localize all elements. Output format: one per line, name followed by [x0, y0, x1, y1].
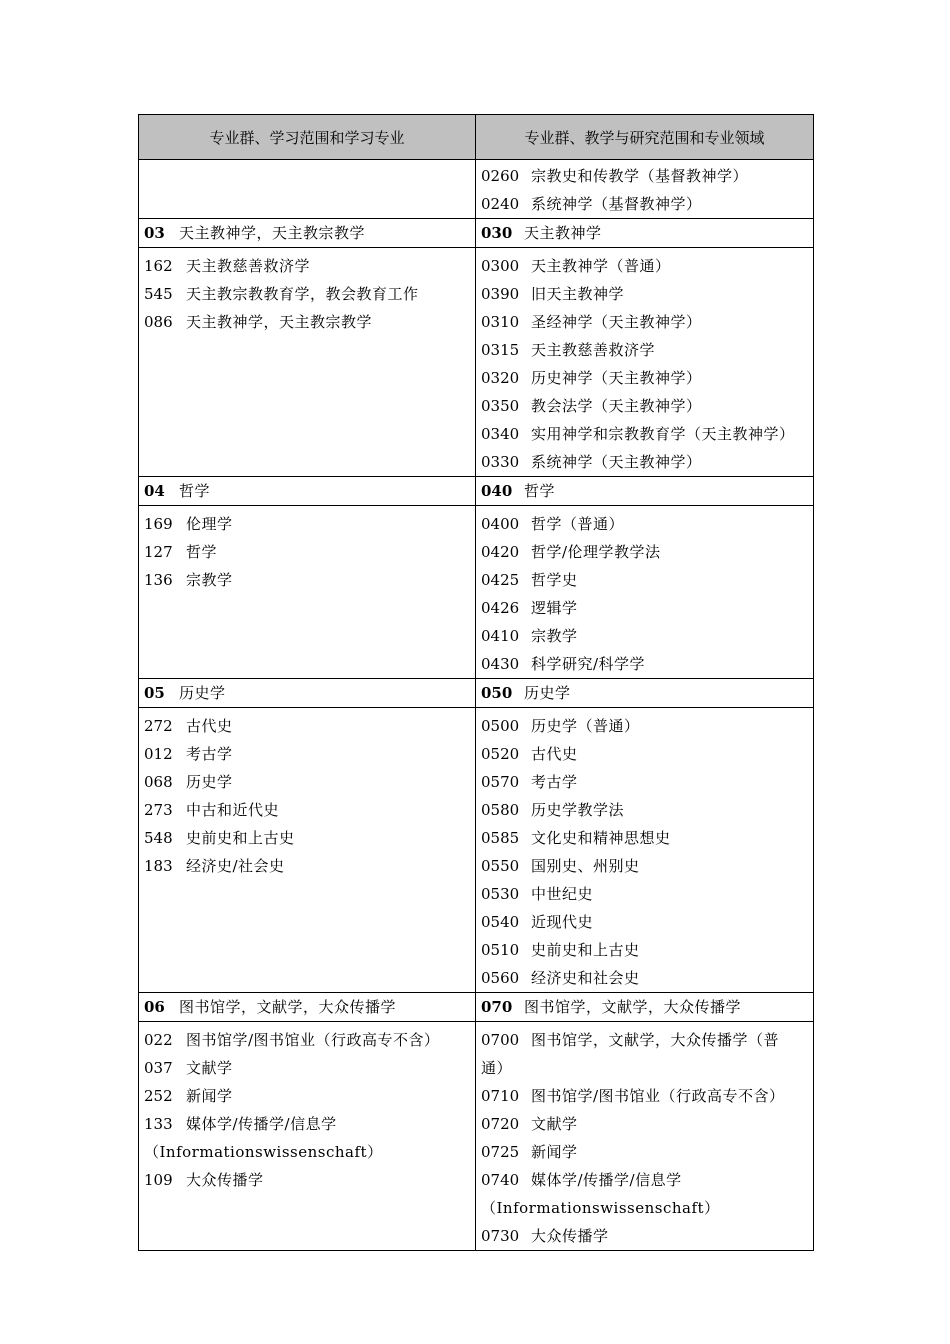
- group-code: 030: [481, 224, 513, 242]
- item-code: 545: [144, 285, 173, 303]
- list-item: [144, 510, 473, 538]
- item-code: 136: [144, 571, 173, 589]
- item-name: 考古学: [186, 745, 233, 763]
- list-item: [481, 1082, 811, 1110]
- header-right: 专业群、教学与研究范围和专业领域: [476, 115, 814, 160]
- list-item: [144, 852, 473, 880]
- item-name: 哲学/伦理学教学法: [531, 543, 661, 561]
- item-name: 经济史和社会史: [531, 969, 640, 987]
- item-name: 图书馆学/图书馆业（行政高专不含）: [186, 1031, 440, 1049]
- item-code: 169: [144, 515, 173, 533]
- item-code: 0350: [481, 397, 520, 415]
- item-name: 媒体学/传播学/信息学: [531, 1171, 682, 1189]
- group-code: 06: [144, 998, 165, 1016]
- group-header-left: [139, 477, 476, 506]
- item-name: 通）: [481, 1059, 513, 1077]
- list-item: [481, 538, 811, 566]
- table-row: [139, 708, 814, 993]
- item-name: 古代史: [531, 745, 578, 763]
- item-code: 0580: [481, 801, 520, 819]
- item-code: 0330: [481, 453, 520, 471]
- list-item: [481, 1222, 811, 1250]
- item-name: 文献学: [186, 1059, 233, 1077]
- item-name: 图书馆学/图书馆业（行政高专不含）: [531, 1087, 785, 1105]
- list-item: [481, 852, 811, 880]
- list-item: [481, 280, 811, 308]
- item-name: 历史神学（天主教神学）: [531, 369, 702, 387]
- study-field-table: [138, 114, 814, 1251]
- item-code: 183: [144, 857, 173, 875]
- list-item: [481, 650, 811, 678]
- item-code: 272: [144, 717, 173, 735]
- item-code: 162: [144, 257, 173, 275]
- item-code: 109: [144, 1171, 173, 1189]
- item-name: 大众传播学: [186, 1171, 264, 1189]
- item-name: 大众传播学: [531, 1227, 609, 1245]
- item-name: 史前史和上古史: [186, 829, 295, 847]
- list-item: [144, 252, 473, 280]
- item-name: 古代史: [186, 717, 233, 735]
- list-item: [144, 280, 473, 308]
- item-code: 0300: [481, 257, 520, 275]
- item-name: 伦理学: [186, 515, 233, 533]
- item-name: 历史学: [186, 773, 233, 791]
- item-name: 天主教慈善救济学: [186, 257, 311, 275]
- item-name: 宗教学: [531, 627, 578, 645]
- item-code: 0390: [481, 285, 520, 303]
- top-left-cell: [139, 160, 476, 219]
- list-item: [144, 712, 473, 740]
- list-item: [481, 1110, 811, 1138]
- item-code: 548: [144, 829, 173, 847]
- item-name: 哲学（普通）: [531, 515, 625, 533]
- item-name: 中古和近代史: [186, 801, 280, 819]
- item-code: 0700: [481, 1031, 520, 1049]
- table-row: [139, 1022, 814, 1251]
- item-code: 252: [144, 1087, 173, 1105]
- item-name: 圣经神学（天主教神学）: [531, 313, 702, 331]
- list-item: [481, 162, 811, 190]
- item-name: 天主教宗教教育学，教会教育工作: [186, 285, 419, 303]
- item-name: 新闻学: [531, 1143, 578, 1161]
- item-name: 近现代史: [531, 913, 594, 931]
- item-name: 科学研究/科学学: [531, 655, 646, 673]
- group-items-left: [139, 708, 476, 993]
- list-item: [481, 364, 811, 392]
- item-name: 宗教史和传教学（基督教神学）: [531, 167, 749, 185]
- list-item: [481, 190, 811, 218]
- item-code: 0510: [481, 941, 520, 959]
- list-item: [481, 740, 811, 768]
- list-item: [481, 712, 811, 740]
- group-code: 03: [144, 224, 165, 242]
- item-name: 系统神学（天主教神学）: [531, 453, 702, 471]
- item-code: 0420: [481, 543, 520, 561]
- item-name: 天主教慈善救济学: [531, 341, 656, 359]
- list-item: [144, 1082, 473, 1110]
- item-name: 文献学: [531, 1115, 578, 1133]
- item-name: 哲学: [186, 543, 218, 561]
- list-item: [144, 740, 473, 768]
- group-items-right: [476, 1022, 814, 1251]
- group-title: 哲学: [524, 482, 556, 500]
- item-code: 0540: [481, 913, 520, 931]
- list-item: [481, 908, 811, 936]
- item-name: 图书馆学，文献学，大众传播学（普: [531, 1031, 780, 1049]
- item-name: 哲学史: [531, 571, 578, 589]
- item-code: 086: [144, 313, 173, 331]
- item-name: 教会法学（天主教神学）: [531, 397, 702, 415]
- item-name: 史前史和上古史: [531, 941, 640, 959]
- item-name: 天主教神学（普通）: [531, 257, 671, 275]
- item-code: 0500: [481, 717, 520, 735]
- group-header-right: [476, 679, 814, 708]
- item-code: 012: [144, 745, 173, 763]
- list-item: [481, 622, 811, 650]
- list-item: [144, 566, 473, 594]
- group-title: 天主教神学: [524, 224, 602, 242]
- list-item: [481, 1054, 811, 1082]
- item-code: 273: [144, 801, 173, 819]
- list-item: [144, 1026, 473, 1054]
- item-code: 133: [144, 1115, 173, 1133]
- table-header-row: [139, 115, 814, 160]
- item-code: 0320: [481, 369, 520, 387]
- list-item: [481, 1166, 811, 1194]
- list-item: [481, 1138, 811, 1166]
- item-name: （Informationswissenschaft）: [481, 1199, 720, 1217]
- list-item: [481, 594, 811, 622]
- group-header-row: [139, 219, 814, 248]
- item-code: 068: [144, 773, 173, 791]
- item-code: 0560: [481, 969, 520, 987]
- item-code: 0426: [481, 599, 520, 617]
- list-item: [481, 936, 811, 964]
- group-items-right: [476, 506, 814, 679]
- group-title: 天主教神学，天主教宗教学: [179, 224, 366, 242]
- group-header-right: [476, 477, 814, 506]
- item-name: 实用神学和宗教教育学（天主教神学）: [531, 425, 795, 443]
- header-left: 专业群、学习范围和学习专业: [139, 115, 476, 160]
- list-item: [481, 420, 811, 448]
- item-name: 经济史/社会史: [186, 857, 285, 875]
- group-code: 05: [144, 684, 165, 702]
- group-title: 图书馆学，文献学，大众传播学: [524, 998, 742, 1016]
- item-code: 127: [144, 543, 173, 561]
- group-title: 历史学: [524, 684, 571, 702]
- item-name: （Informationswissenschaft）: [144, 1143, 383, 1161]
- item-name: 新闻学: [186, 1087, 233, 1105]
- list-item: [144, 824, 473, 852]
- group-title: 哲学: [179, 482, 211, 500]
- group-code: 070: [481, 998, 513, 1016]
- item-name: 文化史和精神思想史: [531, 829, 671, 847]
- item-code: 0410: [481, 627, 520, 645]
- group-header-row: [139, 993, 814, 1022]
- list-item: [144, 1054, 473, 1082]
- item-code: 0310: [481, 313, 520, 331]
- list-item: [481, 824, 811, 852]
- item-code: 0240: [481, 195, 520, 213]
- list-item: [144, 1138, 473, 1166]
- item-name: 系统神学（基督教神学）: [531, 195, 702, 213]
- group-header-row: [139, 679, 814, 708]
- list-item: [144, 1110, 473, 1138]
- group-items-left: [139, 248, 476, 477]
- list-item: [481, 964, 811, 992]
- group-code: 040: [481, 482, 513, 500]
- top-right-cell: [476, 160, 814, 219]
- group-items-right: [476, 248, 814, 477]
- item-code: 0740: [481, 1171, 520, 1189]
- item-name: 历史学教学法: [531, 801, 625, 819]
- item-code: 0520: [481, 745, 520, 763]
- list-item: [144, 308, 473, 336]
- item-name: 旧天主教神学: [531, 285, 625, 303]
- group-header-left: [139, 219, 476, 248]
- group-title: 图书馆学，文献学，大众传播学: [179, 998, 397, 1016]
- item-name: 国别史、州别史: [531, 857, 640, 875]
- group-items-left: [139, 506, 476, 679]
- list-item: [481, 1194, 811, 1222]
- list-item: [481, 336, 811, 364]
- item-code: 0260: [481, 167, 520, 185]
- item-code: 037: [144, 1059, 173, 1077]
- group-header-right: [476, 219, 814, 248]
- item-name: 宗教学: [186, 571, 233, 589]
- list-item: [481, 768, 811, 796]
- item-code: 0550: [481, 857, 520, 875]
- list-item: [481, 448, 811, 476]
- list-item: [481, 392, 811, 420]
- table-row: [139, 506, 814, 679]
- list-item: [144, 796, 473, 824]
- list-item: [481, 566, 811, 594]
- list-item: [144, 1166, 473, 1194]
- list-item: [481, 510, 811, 538]
- item-code: 0710: [481, 1087, 520, 1105]
- item-code: 0725: [481, 1143, 520, 1161]
- item-code: 0430: [481, 655, 520, 673]
- item-code: 0340: [481, 425, 520, 443]
- group-items-right: [476, 708, 814, 993]
- group-items-left: [139, 1022, 476, 1251]
- table-row: [139, 160, 814, 219]
- list-item: [481, 252, 811, 280]
- group-code: 04: [144, 482, 165, 500]
- item-code: 0570: [481, 773, 520, 791]
- item-name: 考古学: [531, 773, 578, 791]
- list-item: [481, 308, 811, 336]
- group-header-row: [139, 477, 814, 506]
- group-header-left: [139, 679, 476, 708]
- group-header-left: [139, 993, 476, 1022]
- item-code: 0530: [481, 885, 520, 903]
- item-code: 0425: [481, 571, 520, 589]
- group-code: 050: [481, 684, 513, 702]
- item-name: 媒体学/传播学/信息学: [186, 1115, 337, 1133]
- list-item: [144, 538, 473, 566]
- table-row: [139, 248, 814, 477]
- group-title: 历史学: [179, 684, 226, 702]
- item-name: 历史学（普通）: [531, 717, 640, 735]
- item-name: 中世纪史: [531, 885, 594, 903]
- list-item: [144, 768, 473, 796]
- item-code: 0315: [481, 341, 520, 359]
- list-item: [481, 1026, 811, 1054]
- list-item: [481, 880, 811, 908]
- group-header-right: [476, 993, 814, 1022]
- item-code: 022: [144, 1031, 173, 1049]
- item-name: 逻辑学: [531, 599, 578, 617]
- item-code: 0585: [481, 829, 520, 847]
- item-code: 0730: [481, 1227, 520, 1245]
- item-code: 0720: [481, 1115, 520, 1133]
- item-code: 0400: [481, 515, 520, 533]
- item-name: 天主教神学，天主教宗教学: [186, 313, 373, 331]
- list-item: [481, 796, 811, 824]
